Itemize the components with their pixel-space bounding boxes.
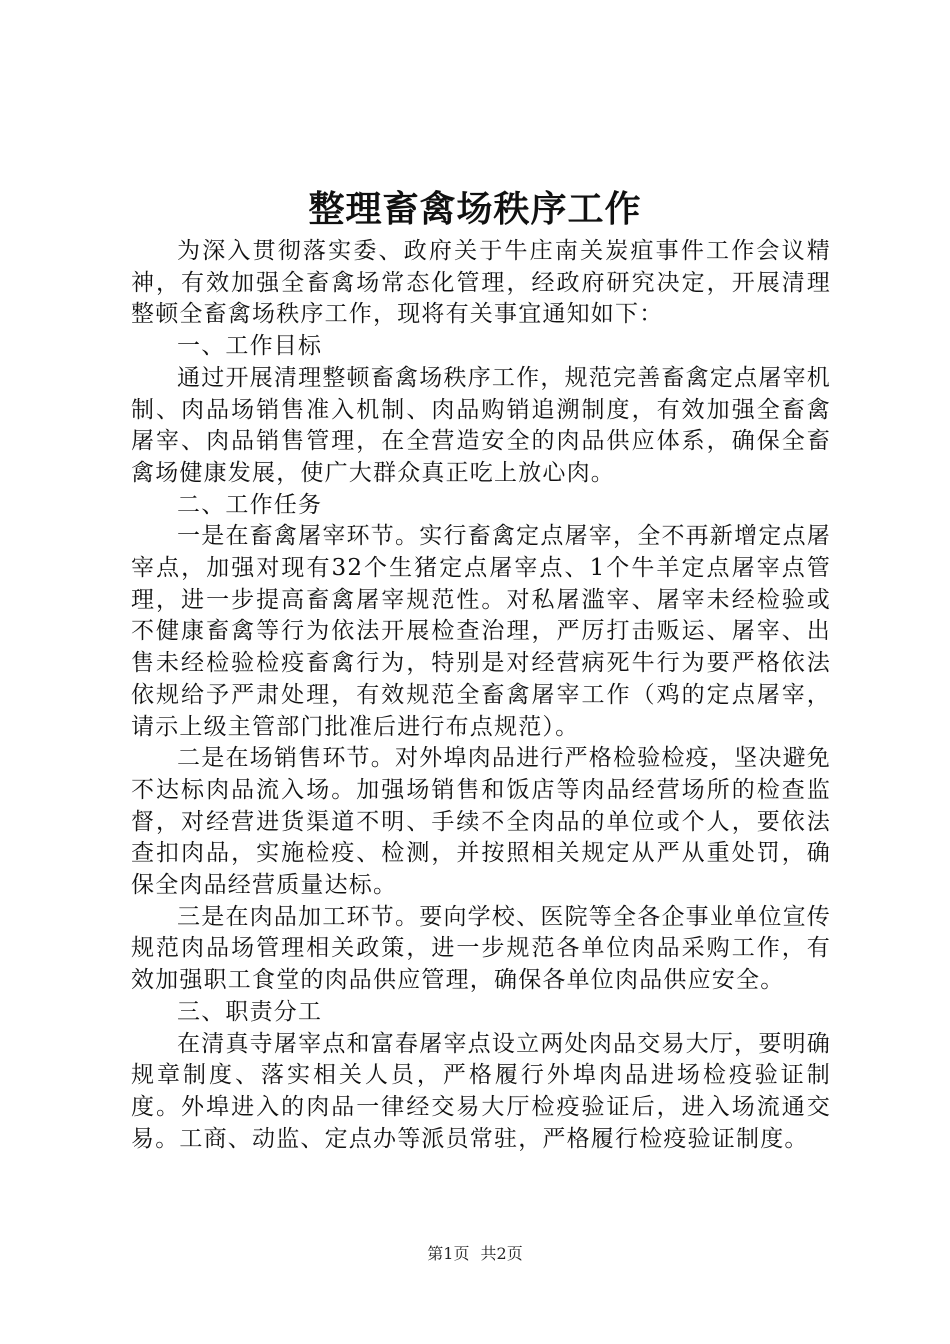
page-footer	[0, 1242, 950, 1266]
paragraph-task-slaughter: 一是在畜禽屠宰环节。实行畜禽定点屠宰，全不再新增定点屠宰点，加强对现有32个生猪定点屠宰点、1个牛羊定点屠宰点管理，进一步提高畜禽屠宰规范性。对私屠滥宰、屠宰未经检验或不健康畜禽等行为依法开展检查治理，严厉打击贩运、屠宰、出售未经检验检疫畜禽行为，特别是对经营病死牛行为要严格依法依规给予严肃处理，有效规范全畜禽屠宰工作（鸡的定点屠宰，请示上级主管部门批准后进行布点规范）。	[131, 523, 831, 740]
document-body	[131, 236, 831, 1155]
section-heading-tasks: 二、工作任务	[177, 491, 323, 518]
paragraph-task-processing: 三是在肉品加工环节。要向学校、医院等全各企事业单位宣传规范肉品场管理相关政策，进一步规范各单位肉品采购工作，有效加强职工食堂的肉品供应管理，确保各单位肉品供应安全。	[131, 903, 831, 994]
page-title: 整理畜禽场秩序工作	[308, 188, 642, 230]
page-number-total: 共2页	[480, 1244, 523, 1263]
paragraph-goal: 通过开展清理整顿畜禽场秩序工作，规范完善畜禽定点屠宰机制、肉品场销售准入机制、肉品购销追溯制度，有效加强全畜禽屠宰、肉品销售管理，在全营造安全的肉品供应体系，确保全畜禽场健康发展，使广大群众真正吃上放心肉。	[131, 364, 831, 486]
section-heading-duties: 三、职责分工	[177, 998, 323, 1025]
section-heading-goal: 一、工作目标	[177, 333, 323, 360]
paragraph-duties: 在清真寺屠宰点和富春屠宰点设立两处肉品交易大厅，要明确规章制度、落实相关人员，严格履行外埠肉品进场检疫验证制度。外埠进入的肉品一律经交易大厅检疫验证后，进入场流通交易。工商、动监、定点办等派员常驻，严格履行检疫验证制度。	[131, 1030, 831, 1152]
paragraph-intro: 为深入贯彻落实委、政府关于牛庄南关炭疽事件工作会议精神，有效加强全畜禽场常态化管理，经政府研究决定，开展清理整顿全畜禽场秩序工作，现将有关事宜通知如下：	[131, 238, 831, 328]
page-number-current: 第1页	[427, 1244, 470, 1263]
paragraph-task-market: 二是在场销售环节。对外埠肉品进行严格检验检疫，坚决避免不达标肉品流入场。加强场销售和饭店等肉品经营场所的检查监督，对经营进货渠道不明、手续不全肉品的单位或个人，要依法查扣肉品，实施检疫、检测，并按照相关规定从严从重处罚，确保全肉品经营质量达标。	[131, 745, 831, 899]
